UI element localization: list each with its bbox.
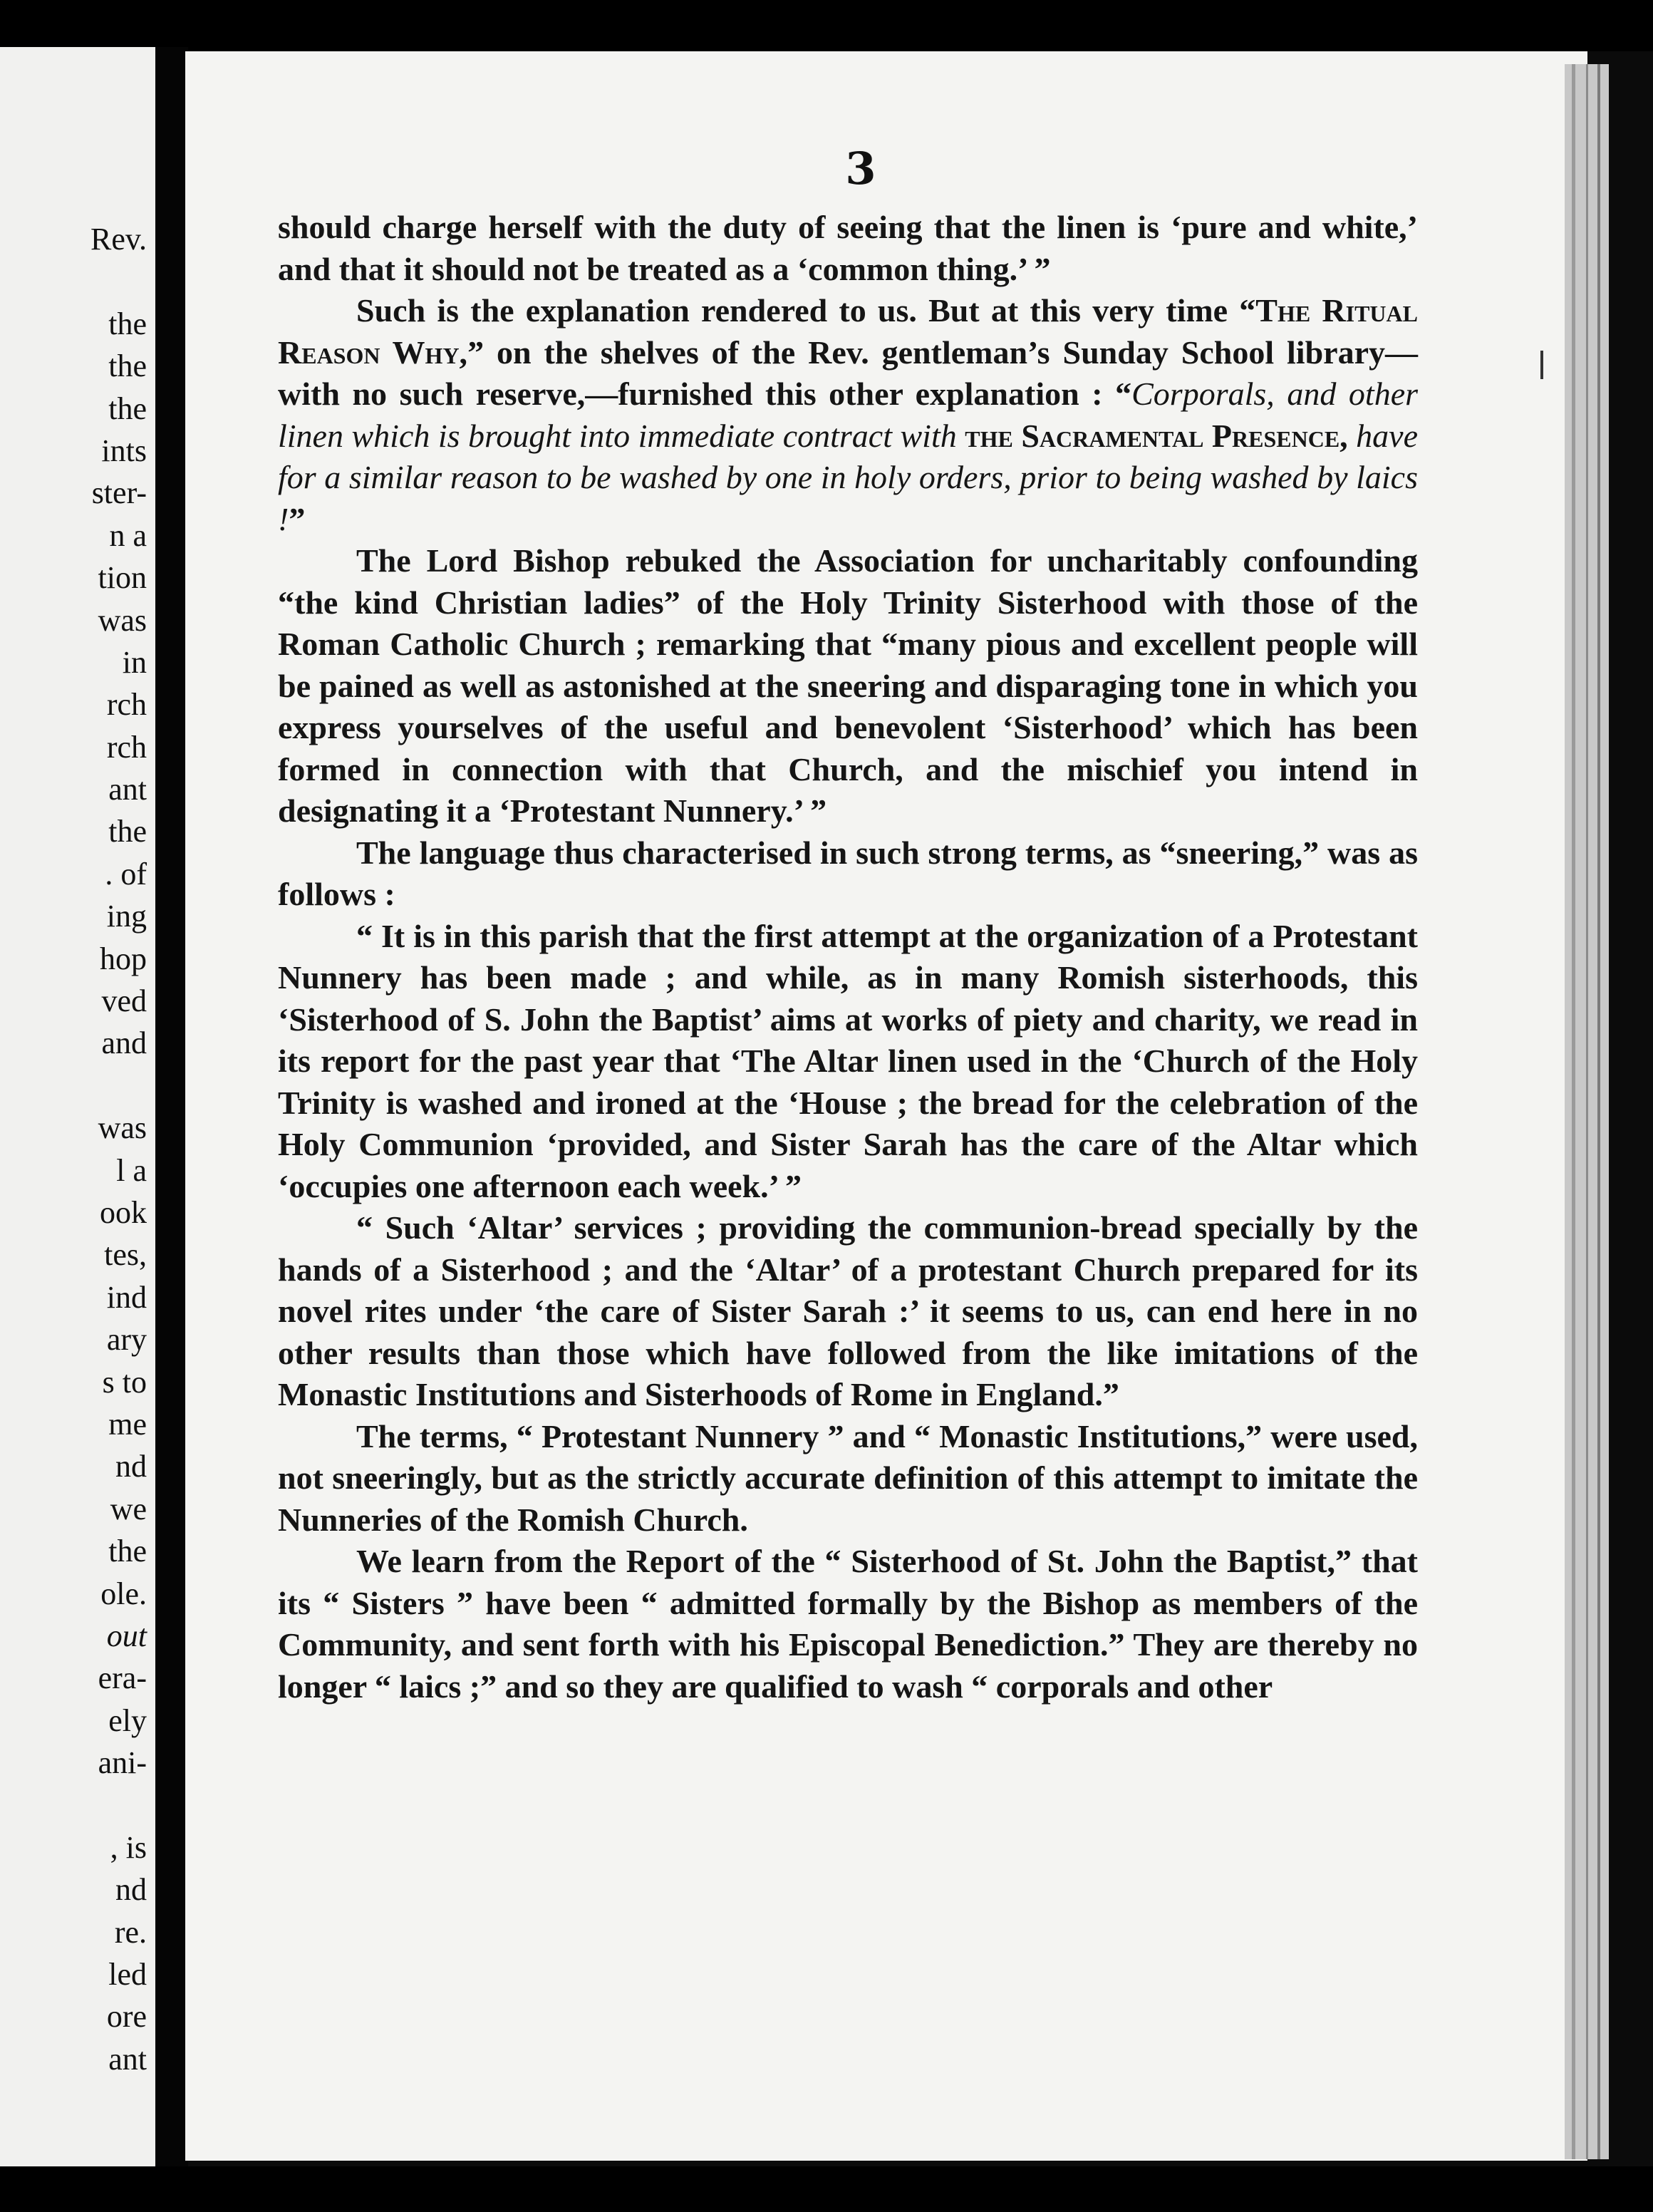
paragraph-4: The language thus characterised in such strong terms, as “sneering,” was as follows :	[278, 834, 1418, 912]
facing-page-fragment: ved	[101, 983, 147, 1019]
scan-mark	[1540, 351, 1543, 379]
facing-page-fragment: out	[106, 1618, 147, 1653]
facing-page-fragment	[90, 260, 147, 302]
facing-page-fragment: n a	[109, 517, 147, 553]
facing-page-fragment: the	[108, 391, 147, 426]
facing-page-fragment: was	[98, 602, 147, 638]
facing-page-fragment: , is	[110, 1829, 147, 1865]
paragraph-2-quote-italic-1: Corporals, and other linen which is brought into immediate contract with	[278, 376, 1419, 454]
page-edges	[1565, 64, 1609, 2159]
paragraph-5: “ It is in this parish that the first attempt at the organization of a Protestant Nunnery has been made ; and while, as in many Romish sisterhoods, this ‘Sisterhood of S. John the Baptist’ aims at works of piety and charity, we read in its report for the past year that ‘The Altar linen used in the ‘Church of the Holy Trinity is washed and ironed at the ‘House ; the bread for the celebration of the Holy Communion ‘provided, and Sister Sarah has the care of the Altar which ‘occupies one afternoon each week.’ ”	[278, 917, 1418, 1204]
facing-page-fragment: hop	[100, 941, 147, 976]
facing-page-fragment: in	[122, 644, 147, 680]
paragraph-2-book-title: The Ritual Reason Why,	[278, 292, 1418, 371]
facing-page-fragment: the	[108, 814, 147, 849]
paragraph-3: The Lord Bishop rebuked the Association for uncharitably confounding “the kind Christian ladies” of the Holy Trinity Sisterhood with those of the Roman Catholic Church ; remarking that “many pious and excellent people will be pained as well as astonished at the sneering and disparaging tone in which you express yourselves of the useful and benevolent ‘Sisterhood’ which has been formed in connection with that Church, and the mischief you intend in designating it a ‘Protestant Nunnery.’ ”	[278, 542, 1418, 829]
facing-page-fragment: re.	[114, 1914, 147, 1950]
facing-page-fragment: ind	[106, 1279, 147, 1315]
paragraph-8: We learn from the Report of the “ Sisterhood of St. John the Baptist,” that its “ Sisters ” have been “ admitted formally by the Bishop as members of the Community, and sent forth with his Episcopal Benediction.” They are thereby no longer “ laics ;” and so they are qualified to wash “ corporals and other	[278, 1543, 1418, 1705]
book-gutter	[155, 47, 188, 2178]
facing-page-fragment: . of	[105, 856, 147, 891]
facing-page-fragment: ole.	[100, 1576, 147, 1611]
facing-page-fragment	[90, 1784, 147, 1826]
paragraph-2-close-quote: ”	[289, 500, 306, 537]
facing-page-fragment: ore	[106, 1999, 147, 2035]
facing-page-fragment: was	[98, 1110, 147, 1146]
facing-page-fragment: ely	[108, 1702, 147, 1738]
facing-page-fragment: ani-	[98, 1745, 147, 1781]
paragraph-7: The terms, “ Protestant Nunnery ” and “ Monastic Institutions,” were used, not sneeringly, but as the strictly accurate definition of this attempt to imitate the Nunneries of the Romish Church.	[278, 1417, 1418, 1538]
facing-page-fragment: rch	[106, 729, 147, 765]
page-edge-line	[1597, 64, 1600, 2159]
facing-page-fragment: ant	[108, 772, 147, 807]
facing-page-fragment: rch	[106, 687, 147, 723]
body-text	[278, 207, 1418, 1707]
facing-page-fragment: era-	[98, 1660, 147, 1696]
page	[185, 51, 1587, 2161]
facing-page-fragment: s to	[102, 1364, 147, 1400]
paragraph-2-quote-italic-2: have for a similar reason to be washed by one in holy orders, prior to being washed by laics !	[278, 417, 1419, 537]
facing-page-fragment: Rev.	[90, 222, 147, 257]
facing-page-fragment: the	[108, 348, 147, 384]
facing-page-fragment: the	[108, 1534, 147, 1569]
facing-page-line-fragments	[90, 218, 147, 2080]
facing-page-fragment: the	[108, 306, 147, 341]
paragraph-2-text-b: ” on the shelves of the Rev. gentleman’s Sunday School library—with no such reserve,—furnished this other explanation : “	[278, 334, 1418, 412]
paragraph-2-sacramental-presence: the Sacramental Presence,	[956, 417, 1348, 454]
paragraph-1: should charge herself with the duty of seeing that the linen is ‘pure and white,’ and that it should not be treated as a ‘common thing.’ ”	[278, 209, 1418, 287]
facing-page-fragment: ant	[108, 2041, 147, 2077]
scan-bottom-border	[0, 2166, 1653, 2212]
facing-page-fragment: ary	[106, 1322, 147, 1358]
facing-page-fragment: me	[108, 1406, 147, 1442]
facing-page-fragment: ints	[101, 433, 147, 468]
scan-top-border	[0, 0, 1653, 51]
facing-page-fragment: ster-	[91, 475, 147, 511]
paragraph-6: “ Such ‘Altar’ services ; providing the communion-bread specially by the hands of a Sisterhood ; and the ‘Altar’ of a protestant Church prepared for its novel rites under ‘the care of Sister Sarah :’ it seems to us, can end here in no other results than those which have followed from the like imitations of the Monastic Institutions and Sisterhoods of Rome in England.”	[278, 1209, 1418, 1412]
facing-page-fragment: nd	[115, 1872, 147, 1908]
page-edge-line	[1586, 64, 1588, 2159]
paragraph-2-text-a: Such is the explanation rendered to us. But at this very time “	[356, 292, 1256, 329]
facing-page-fragment: led	[108, 1957, 147, 1993]
page-number: 3	[845, 143, 876, 195]
facing-page-fragment	[90, 1065, 147, 1107]
facing-page-fragment: ook	[100, 1194, 147, 1230]
facing-page-fragment: ing	[106, 899, 147, 934]
page-edge-line	[1572, 64, 1575, 2159]
paragraph-2	[278, 290, 1418, 540]
facing-page-fragment: tes,	[104, 1237, 147, 1273]
facing-page-fragment: we	[110, 1491, 147, 1526]
facing-page-fragment: tion	[98, 560, 147, 596]
facing-page-fragment: nd	[115, 1449, 147, 1484]
facing-page-left	[0, 47, 155, 2178]
facing-page-fragment: and	[101, 1025, 147, 1061]
facing-page-fragment: l a	[116, 1152, 147, 1188]
